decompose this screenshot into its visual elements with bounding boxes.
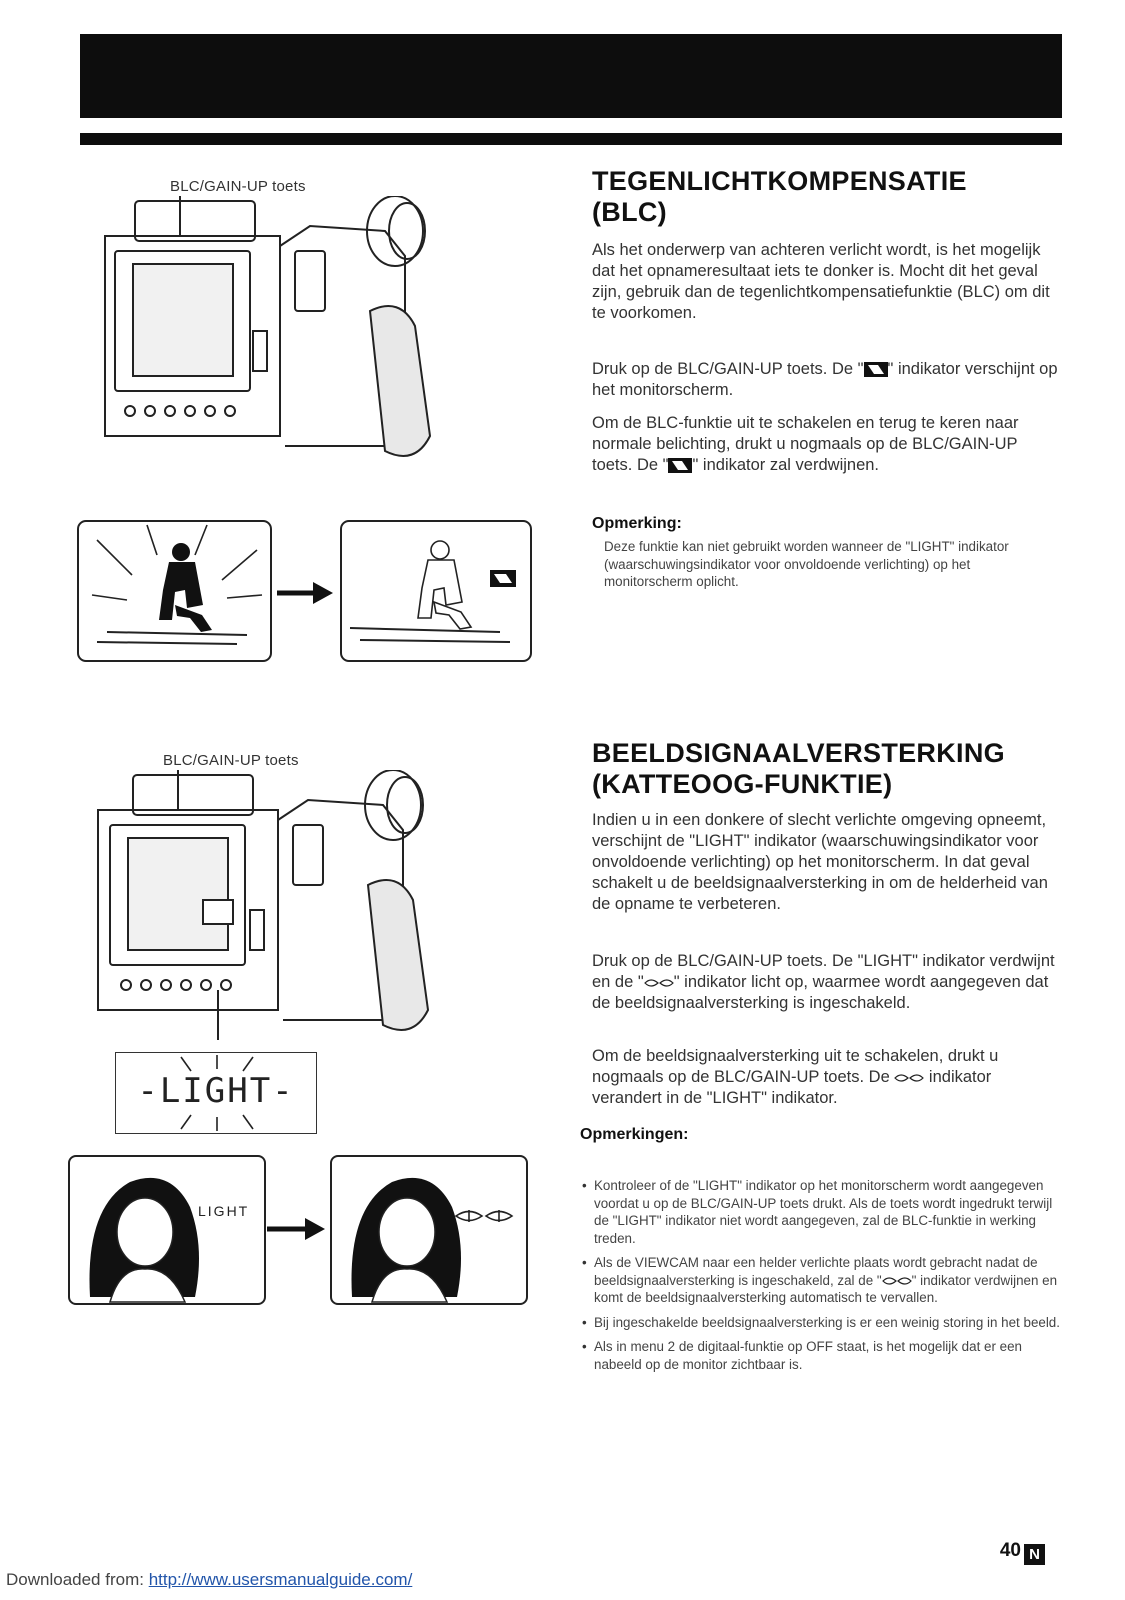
backlit-skier-scene — [77, 520, 272, 662]
portrait-figure — [70, 1157, 264, 1303]
section2-title-line1: BEELDSIGNAALVERSTERKING — [592, 738, 1005, 768]
figure-label-blc-2: BLC/GAIN-UP toets — [163, 752, 299, 769]
section1-note-text: Deze funktie kan niet gebruikt worden wanneer de "LIGHT" indikator (waarschuwingsindikator voor onvoldoende verlichting) op het monitorscherm oplicht. — [604, 539, 1009, 589]
section1-p2-end: " indikator verschijnt op het monitorscherm. — [592, 360, 1058, 399]
section1-title-line2: (BLC) — [592, 197, 667, 227]
cat-eye-indicator-icon — [882, 1275, 912, 1287]
section2-p2-end: " indikator licht op, waarmee wordt aangegeven dat de beeldsignaalversterking is ingeschakeld. — [592, 973, 1049, 1012]
cat-eye-indicator-icon — [644, 977, 674, 989]
list-item: • Als in menu 2 de digitaal-funktie op OFF staat, is het mogelijk dat er een nabeeld op de monitor zichtbaar is. — [582, 1338, 1062, 1373]
section2-p2-start: Druk op de BLC/GAIN-UP toets. De "LIGHT" indikator verdwijnt en de " — [592, 952, 1055, 991]
language-badge: N — [1024, 1544, 1045, 1565]
blc-indicator-icon — [668, 458, 692, 473]
note2-end: " indikator verdwijnen en komt de beeldsignaalversterking automatisch te vervallen. — [594, 1272, 1058, 1305]
camcorder-illustration-1 — [95, 196, 440, 466]
section2-notes-list — [582, 1177, 1062, 1380]
figure-label-blc-1: BLC/GAIN-UP toets — [170, 178, 306, 195]
arrow-icon — [265, 1214, 327, 1244]
light-indicator-display — [115, 1052, 317, 1134]
section2-p3-start: Om de beeldsignaalversterking uit te schakelen, drukt u nogmaals op de BLC/GAIN-UP toets. De — [592, 1047, 999, 1086]
arrow-icon — [275, 578, 335, 608]
section2-paragraph-1: Indien u in een donkere of slecht verlichte omgeving opneemt, verschijnt de "LIGHT" indikator (waarschuwingsindikator voor onvoldoende verlichting) op het monitorscherm. In dat geval schakelt u de beeldsignaalversterking in om de helderheid van de opname te verbeteren. — [592, 811, 1048, 913]
light-display-text: -LIGHT- — [137, 1071, 295, 1111]
section2-notes-heading: Opmerkingen: — [580, 1126, 689, 1143]
gain-up-portrait-scene — [330, 1155, 528, 1305]
section1-title-line1: TEGENLICHTKOMPENSATIE — [592, 166, 967, 196]
footer-link[interactable]: http://www.usersmanualguide.com/ — [148, 1570, 413, 1589]
portrait-figure — [332, 1157, 526, 1303]
header-bar — [80, 34, 1062, 118]
header-rule — [80, 133, 1062, 145]
section2-title — [592, 738, 1005, 800]
section2-p3-end: indikator verandert in de "LIGHT" indikator. — [592, 1068, 992, 1107]
footer-prefix: Downloaded from: — [6, 1570, 149, 1589]
blc-indicator-icon — [490, 570, 516, 587]
section1-paragraph-2 — [592, 359, 1062, 401]
cat-eye-indicator-icon — [894, 1072, 924, 1084]
section1-note-heading: Opmerking: — [592, 515, 682, 532]
camcorder-illustration-2 — [88, 770, 438, 1040]
section1-paragraph-1: Als het onderwerp van achteren verlicht wordt, is het mogelijk dat het opnameresultaat iets te donker is. Mocht dit het geval zijn, gebruik dan de tegenlichtkompensatiefunktie (BLC) om dit te voorkomen. — [592, 241, 1050, 322]
dark-portrait-scene — [68, 1155, 266, 1305]
section1-title — [592, 166, 967, 228]
section1-p2-start: Druk op de BLC/GAIN-UP toets. De " — [592, 360, 864, 378]
section1-p3-end: " indikator zal verdwijnen. — [692, 456, 880, 474]
list-item: • Bij ingeschakelde beeldsignaalversterking is er een weinig storing in het beeld. — [582, 1314, 1062, 1332]
section1-paragraph-3 — [592, 413, 1062, 476]
page-number-value: 40 — [999, 1540, 1021, 1561]
section1-p3-start: Om de BLC-funktie uit te schakelen en terug te keren naar normale belichting, drukt u nogmaals op de BLC/GAIN-UP toets. De " — [592, 414, 1019, 474]
section2-paragraph-2 — [592, 951, 1062, 1014]
download-footer — [6, 1570, 412, 1590]
compensated-skier-scene — [340, 520, 532, 662]
light-screen-text: LIGHT — [198, 1203, 250, 1219]
page-number — [1000, 1540, 1045, 1565]
blc-indicator-icon — [864, 362, 888, 377]
note2-start: Als de VIEWCAM naar een helder verlichte plaats wordt gebracht nadat de beeldsignaalversterking is ingeschakeld, zal de " — [594, 1255, 1038, 1288]
list-item: • Kontroleer of de "LIGHT" indikator op het monitorscherm wordt aangegeven voordat u op de BLC/GAIN-UP toets drukt. Als de toets wordt ingedrukt terwijl de "LIGHT" indikator niet wordt aangegeven, zal de BLC-funktie in werking treden. — [582, 1177, 1062, 1247]
cat-eye-indicator-icon — [454, 1207, 514, 1225]
section2-title-line2: (KATTEOOG-FUNKTIE) — [592, 769, 893, 799]
list-item — [582, 1254, 1062, 1307]
section2-paragraph-3 — [592, 1046, 1062, 1109]
